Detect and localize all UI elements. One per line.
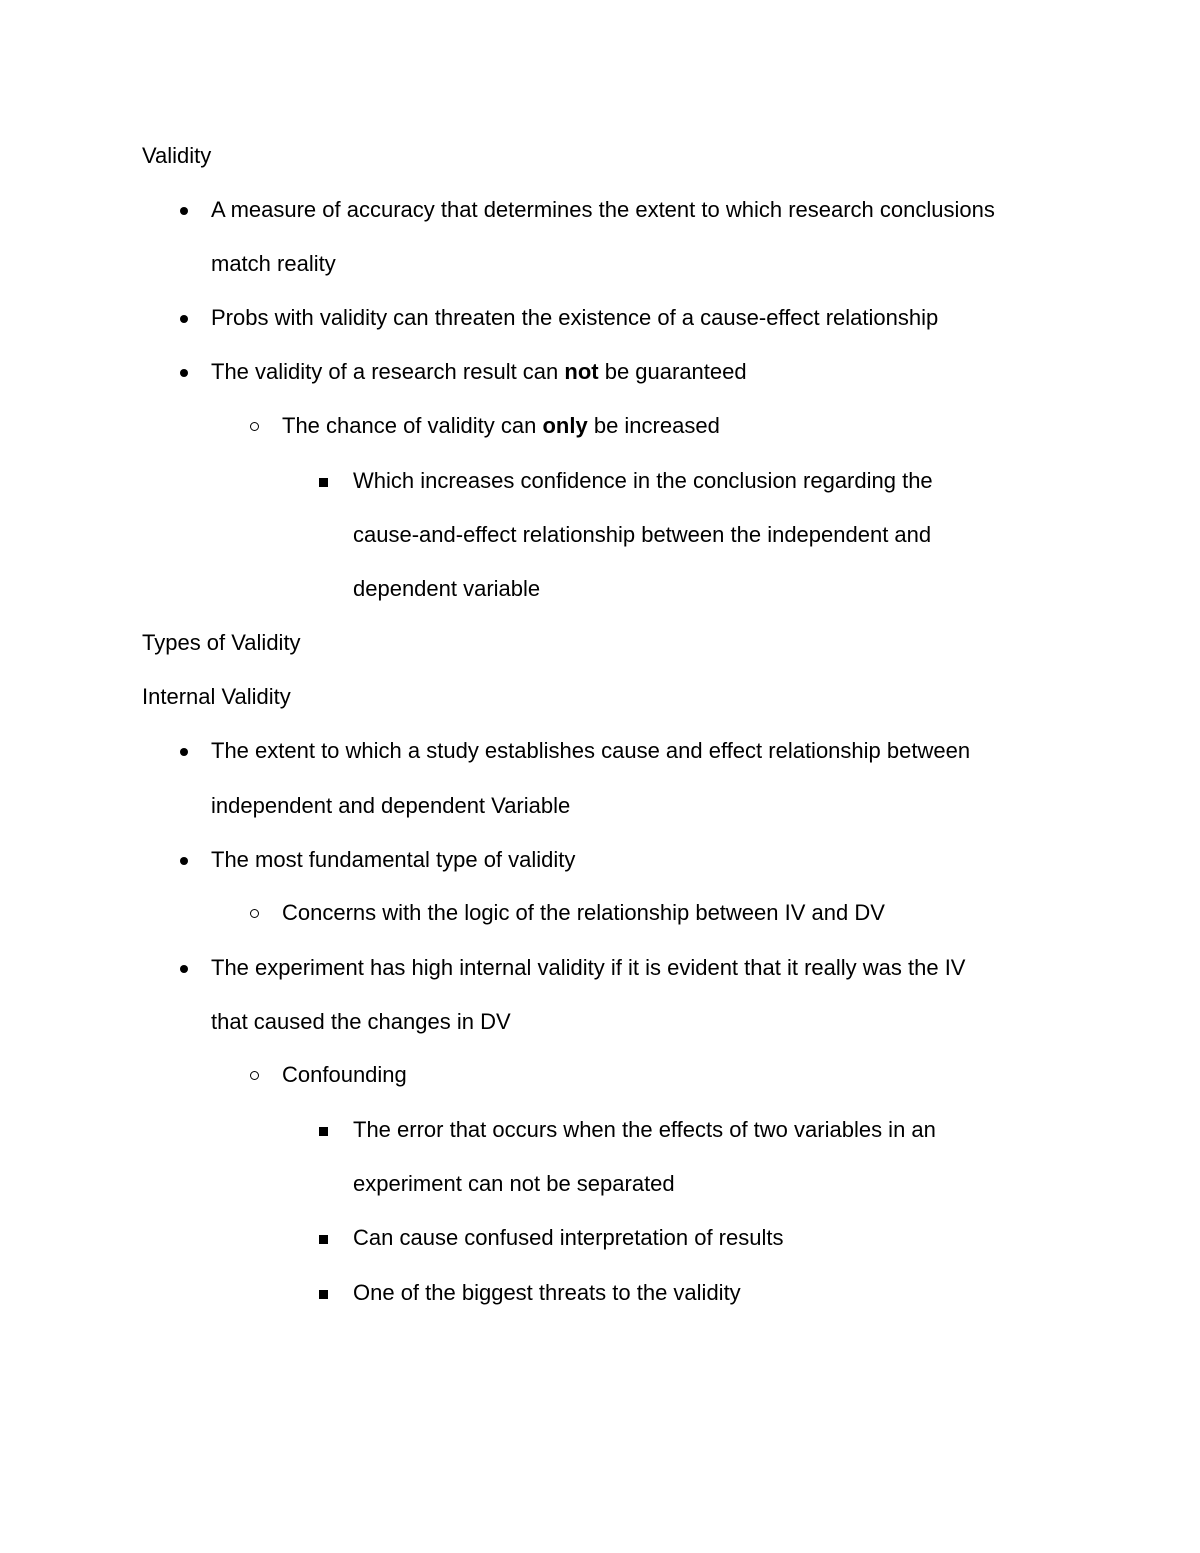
sub-sub-bullet-text: One of the biggest threats to the validity [353,1280,741,1305]
sub-sub-bullet-text: Which increases confidence in the conclusion regarding the [353,468,933,493]
sub-sub-bullet-text-continued: experiment can not be separated [353,1171,675,1196]
sub-sub-bullet-text: Can cause confused interpretation of results [353,1225,784,1250]
filled-circle-bullet-icon [180,369,188,377]
filled-circle-bullet-icon [180,857,188,865]
bullet-text: The extent to which a study establishes cause and effect relationship between [211,738,971,763]
bullet-text-continued: that caused the changes in DV [211,1009,511,1034]
bullet-text: The most fundamental type of validity [211,847,576,872]
filled-circle-bullet-icon [180,315,188,323]
hollow-circle-bullet-icon [250,909,259,918]
sub-sub-bullet-text-continued: dependent variable [353,576,541,601]
text-run: be guaranteed [598,359,747,384]
text-run: be increased [587,413,720,438]
bullet-text: The experiment has high internal validity if it is evident that it really was the IV [211,955,966,980]
square-bullet-icon [319,1235,328,1244]
filled-circle-bullet-icon [180,207,188,215]
sub-bullet-text [282,413,720,439]
hollow-circle-bullet-icon [250,1071,259,1080]
heading-internal-validity: Internal Validity [142,684,291,709]
heading-validity: Validity [142,143,212,168]
square-bullet-icon [319,478,328,487]
bullet-text-continued: independent and dependent Variable [211,793,571,818]
bold-text-run: only [542,413,588,438]
square-bullet-icon [319,1127,328,1136]
hollow-circle-bullet-icon [250,422,259,431]
bold-text-run: not [564,359,599,384]
filled-circle-bullet-icon [180,965,188,973]
bullet-text: Probs with validity can threaten the existence of a cause-effect relationship [211,305,939,330]
bullet-text: A measure of accuracy that determines the extent to which research conclusions [211,197,995,222]
text-run: The validity of a research result can [211,359,565,384]
sub-sub-bullet-text: The error that occurs when the effects of two variables in an [353,1117,936,1142]
sub-bullet-text: Concerns with the logic of the relationship between IV and DV [282,900,885,925]
bullet-text [211,359,747,385]
bullet-text-continued: match reality [211,251,336,276]
filled-circle-bullet-icon [180,748,188,756]
sub-bullet-text: Confounding [282,1062,407,1087]
heading-types-of-validity: Types of Validity [142,630,301,655]
sub-sub-bullet-text-continued: cause-and-effect relationship between the independent and [353,522,932,547]
text-run: The chance of validity can [282,413,543,438]
square-bullet-icon [319,1290,328,1299]
